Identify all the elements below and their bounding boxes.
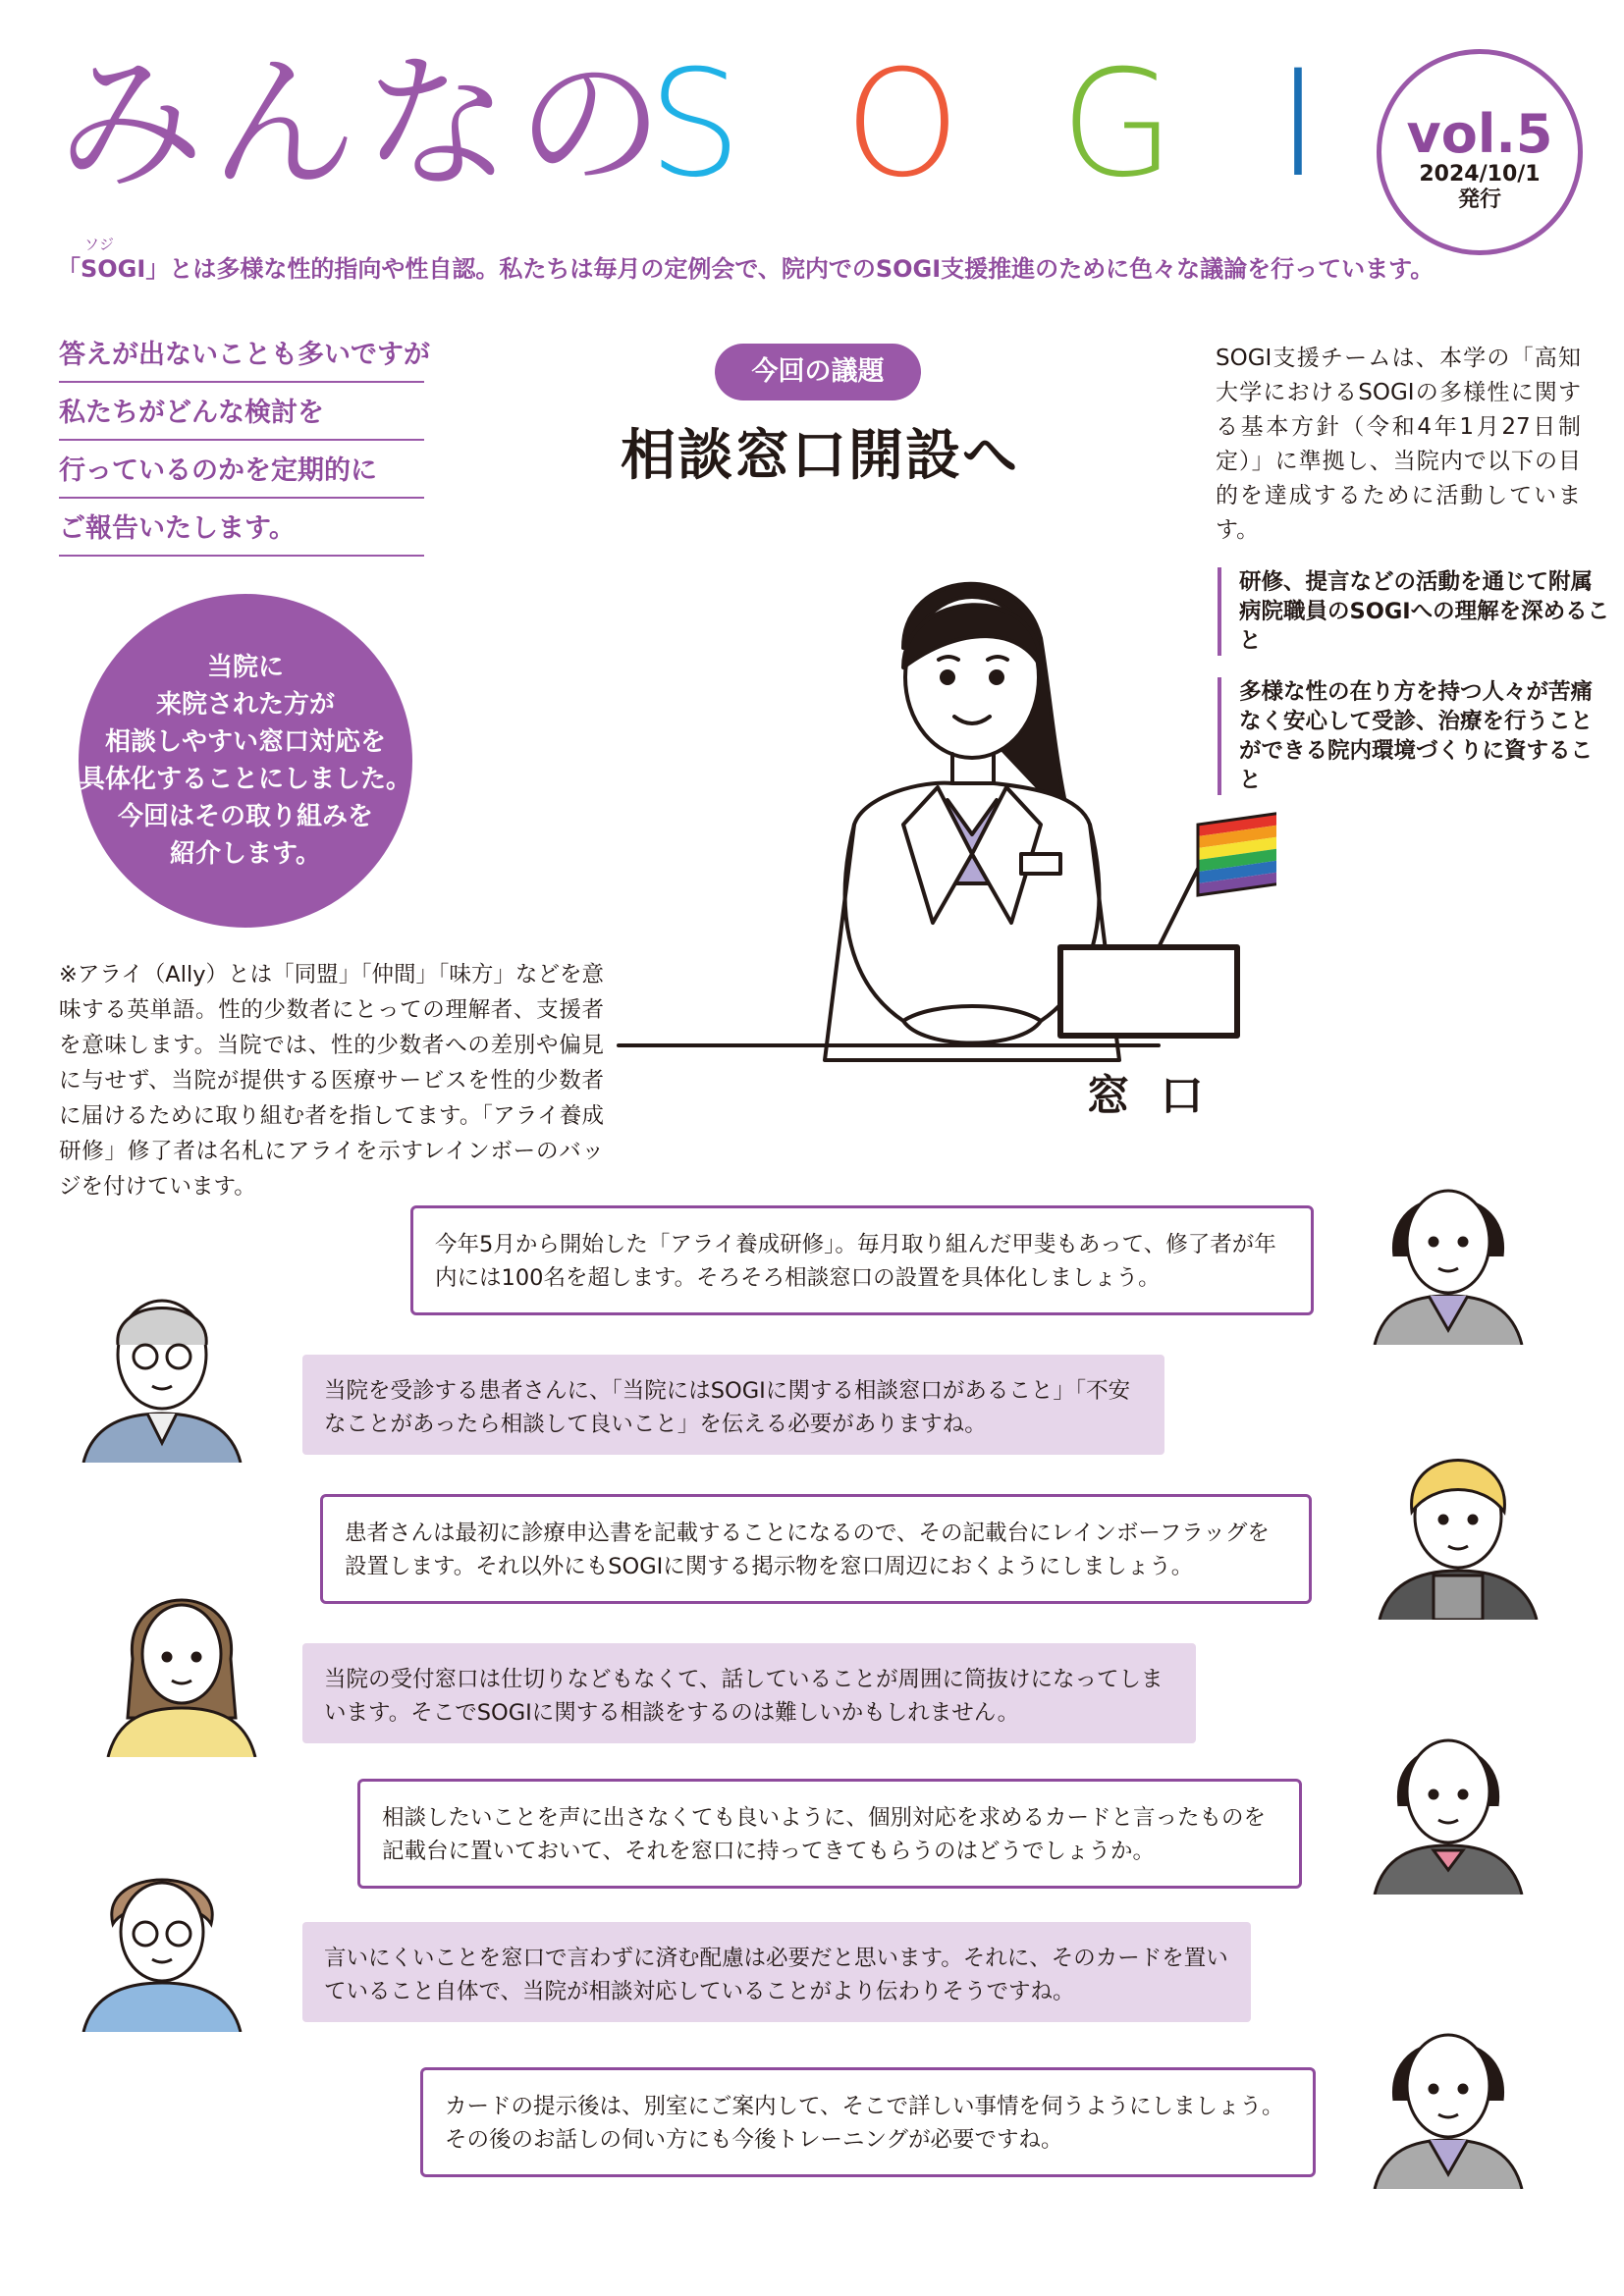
topic-pill: 今回の議題 <box>715 344 921 400</box>
dialogue-bubble-2: 当院を受診する患者さんに、「当院にはSOGIに関する相談窓口があること」「不安なことがあったら相談して良いこと」を伝える必要がありますね。 <box>302 1355 1164 1455</box>
masthead-letter-s: S <box>648 39 742 210</box>
masthead-letter-g: G <box>1060 39 1175 210</box>
issue-date: 2024/10/1 <box>1419 162 1541 187</box>
dialogue-bubble-3: 患者さんは最初に診療申込書を記載することになるので、その記載台にレインボーフラッグを設置します。それ以外にもSOGIに関する掲示物を窓口周辺におくようにしましょう。 <box>320 1494 1312 1604</box>
summary-line: 具体化することにしました。 <box>79 765 411 794</box>
speaker-avatar <box>1355 1158 1542 1345</box>
dialogue-bubble-1: 今年5月から開始した「アライ養成研修」。毎月取り組んだ甲斐もあって、修了者が年内には100名を超します。そろそろ相談窓口の設置を具体化しましょう。 <box>410 1205 1314 1315</box>
topic-title: 相談窓口開設へ <box>621 424 1019 488</box>
intro-line: 私たちがどんな検討を <box>59 392 424 441</box>
speaker-avatar <box>69 1845 255 2032</box>
team-description: SOGI支援チームは、本学の「高知大学におけるSOGIの多様性に関する基本方針（令和4年1月27日制定）」に準拠し、当院内で以下の目的を達成するために活動しています。 <box>1216 346 1581 543</box>
tagline: 「SOGI」とは多様な性的指向や性自認。私たちは毎月の定例会で、院内でのSOGI支援推進のために色々な議論を行っています。 <box>57 255 1435 283</box>
goal-item: 多様な性の在り方を持つ人々が苦痛なく安心して受診、治療を行うことができる院内環境づくりに資すること <box>1218 677 1612 795</box>
dialogue-bubble-6: 言いにくいことを窓口で言わずに済む配慮は必要だと思います。それに、そのカードを置いていること自体で、当院が相談対応していることがより伝わりそうですね。 <box>302 1922 1251 2022</box>
intro-block <box>59 334 430 565</box>
masthead-letter-o: O <box>844 39 961 210</box>
summary-line: 今回はその取り組みを <box>117 802 373 831</box>
speaker-avatar <box>1355 1708 1542 1895</box>
speaker-avatar <box>69 1276 255 1463</box>
masthead-title: みんなの <box>57 39 671 210</box>
speaker-avatar <box>88 1571 275 1757</box>
summary-line: 当院に <box>206 653 284 682</box>
intro-line: 行っているのかを定期的に <box>59 450 424 499</box>
intro-line: 答えが出ないことも多いですが <box>59 334 424 383</box>
summary-line: 紹介します。 <box>170 839 321 869</box>
speaker-avatar <box>1355 2002 1542 2189</box>
summary-line: 来院された方が <box>155 690 335 720</box>
goal-item: 研修、提言などの活動を通じて附属病院職員のSOGIへの理解を深めること <box>1218 567 1612 656</box>
window-sign: 窓 口 <box>1086 1071 1212 1121</box>
volume-number: vol.5 <box>1406 103 1553 165</box>
speaker-avatar <box>1365 1433 1551 1620</box>
issue-badge <box>1377 49 1583 255</box>
masthead-letter-i: I <box>1276 39 1321 210</box>
dialogue-bubble-4: 当院の受付窓口は仕切りなどもなくて、話していることが周囲に筒抜けになってしまいます。そこでSOGIに関する相談をするのは難しいかもしれません。 <box>302 1643 1196 1743</box>
summary-circle <box>79 594 412 928</box>
issue-label: 発行 <box>1457 187 1501 212</box>
summary-line: 相談しやすい窓口対応を <box>104 727 386 757</box>
ally-note: ※アライ（Ally）とは「同盟」「仲間」「味方」などを意味する英単語。性的少数者にとっての理解者、支援者を意味します。当院では、性的少数者への差別や偏見に与せず、当院が提供する医療サービスを性的少数者に届けるために取り組む者を指してます。「アライ養成研修」修了者は名札にアライを示すレインボーのバッジを付けています。 <box>59 962 604 1200</box>
sogi-ruby: ソジ <box>84 236 115 253</box>
intro-line: ご報告いたします。 <box>59 507 424 557</box>
dialogue-bubble-5: 相談したいことを声に出さなくても良いように、個別対応を求めるカードと言ったものを記載台に置いておいて、それを窓口に持ってきてもらうのはどうでしょうか。 <box>357 1779 1302 1889</box>
dialogue-bubble-7: カードの提示後は、別室にご案内して、そこで詳しい事情を伺うようにしましょう。その後のお話しの伺い方にも今後トレーニングが必要ですね。 <box>420 2067 1316 2177</box>
